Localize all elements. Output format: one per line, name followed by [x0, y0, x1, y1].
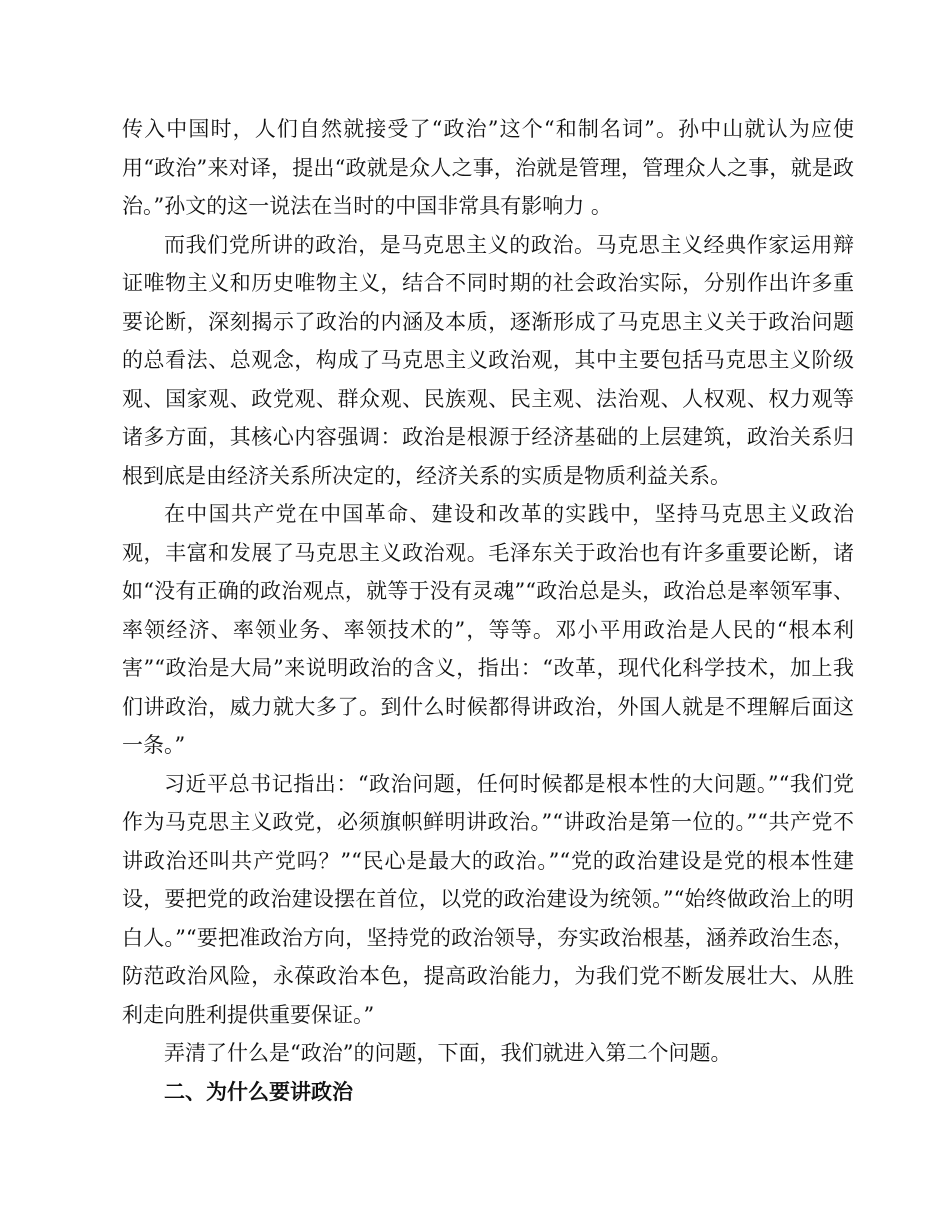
paragraph-marxist-politics: 而我们党所讲的政治，是马克思主义的政治。马克思主义经典作家运用辩证唯物主义和历史唯物主义，结合不同时期的社会政治实际，分别作出许多重要论断，深刻揭示了政治的内涵及本质，逐渐形成了马克思主义关于政治问题的总看法、总观念，构成了马克思主义政治观，其中主要包括马克思主义阶级观、国家观、政党观、群众观、民族观、民主观、法治观、人权观、权力观等诸多方面，其核心内容强调：政治是根源于经济基础的上层建筑，政治关系归根到底是由经济关系所决定的，经济关系的实质是物质利益关系。: [122, 232, 854, 488]
paragraph-party-practice: 在中国共产党在中国革命、建设和改革的实践中，坚持马克思主义政治观，丰富和发展了马克思主义政治观。毛泽东关于政治也有许多重要论断，诸如“没有正确的政治观点，就等于没有灵魂”“政治总是头，政治总是率领军事、率领经济、率领业务、率领技术的”，等等。邓小平用政治是人民的“根本利害”“政治是大局”来说明政治的含义，指出：“改革，现代化科学技术，加上我们讲政治，威力就大多了。到什么时候都得讲政治，外国人就是不理解后面这一条。”: [122, 502, 854, 757]
section-heading: 二、为什么要讲政治: [164, 1079, 353, 1104]
document-body: [122, 110, 854, 1111]
paragraph-xi-quotes: 习近平总书记指出：“政治问题，任何时候都是根本性的大问题。”“我们党作为马克思主义政党，必须旗帜鲜明讲政治。”“讲政治是第一位的。”“共产党不讲政治还叫共产党吗？”“民心是最大的政治。”“党的政治建设是党的根本性建设，要把党的政治建设摆在首位，以党的政治建设为统领。”“始终做政治上的明白人。”“要把准政治方向，坚持党的政治领导，夯实政治根基，涵养政治生态，防范政治风险，永葆政治本色，提高政治能力，为我们党不断发展壮大、从胜利走向胜利提供重要保证。”: [122, 771, 854, 1027]
paragraph-transition: 弄清了什么是“政治”的问题，下面，我们就进入第二个问题。: [164, 1041, 732, 1065]
paragraph-continuation: 传入中国时，人们自然就接受了“政治”这个“和制名词”。孙中山就认为应使用“政治”来对译，提出“政就是众人之事，治就是管理，管理众人之事，就是政治。”孙文的这一说法在当时的中国非常具有影响力 。: [122, 117, 854, 218]
